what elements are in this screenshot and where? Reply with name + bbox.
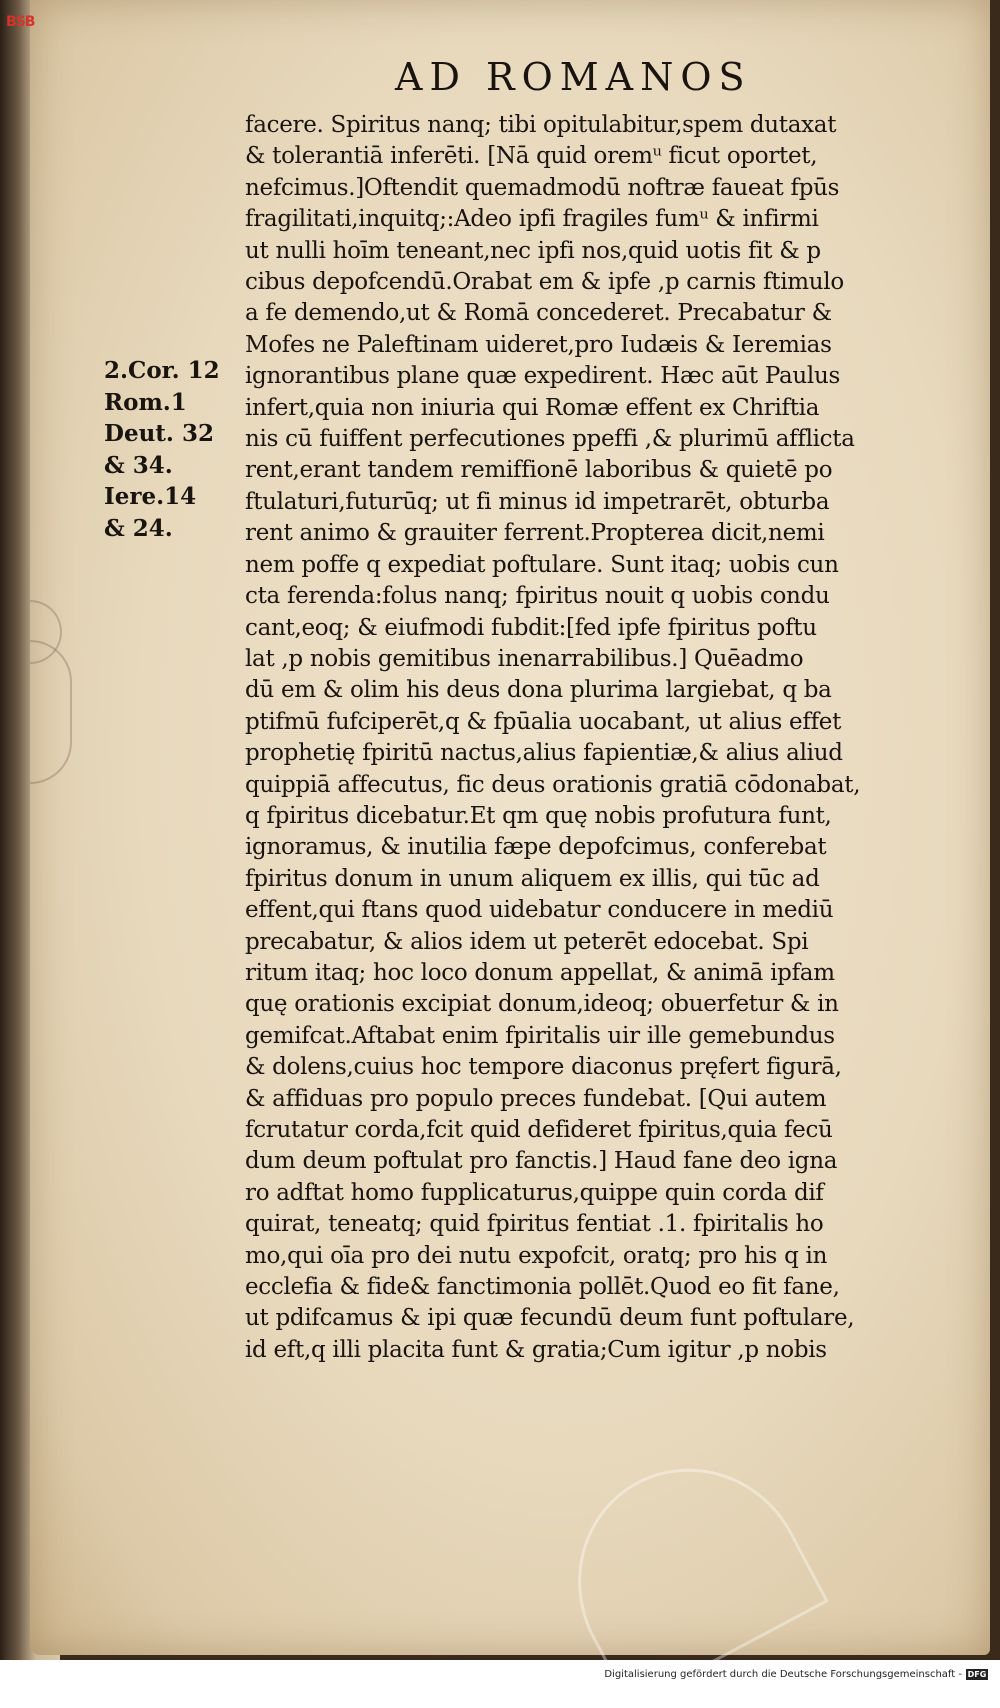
text-line: Mofes ne Paleftinam uideret,pro Iudæis & Ieremias [245, 331, 832, 358]
text-line: cta ferenda:folus nanq; fpiritus nouit q uobis condu [245, 583, 830, 610]
text-line: dū em & olim his deus dona plurima largiebat, q ba [245, 677, 832, 704]
library-stamp: BSB [6, 14, 35, 30]
text-line: ptifmū fufciperēt,q & fpūalia uocabant, ut alius effet [245, 708, 842, 735]
text-line: nis cū fuiffent perfecutiones ppeffi ,& plurimū afflicta [245, 426, 855, 453]
text-line: cibus depofcendū.Orabat em & ipfe ,p carnis ftimulo [245, 269, 844, 296]
digitization-footer [604, 1669, 988, 1680]
text-line: ut nulli hoīm teneant,nec ipfi nos,quid uotis fit & p [245, 237, 821, 264]
text-line: nefcimus.]Oftendit quemadmodū noftræ faueat fpūs [245, 174, 840, 201]
body-text [245, 110, 950, 1366]
marginal-reference: & 34. [104, 451, 173, 479]
text-line: ignoramus, & inutilia fæpe depofcimus, conferebat [245, 834, 827, 861]
text-line: facere. Spiritus nanq; tibi opitulabitur,spem dutaxat [245, 112, 837, 138]
text-line: & affiduas pro populo preces fundebat. [Qui autem [245, 1085, 827, 1112]
marginal-reference: & 24. [104, 514, 173, 542]
text-line: effent,qui ftans quod uidebatur conducere in mediū [245, 897, 834, 924]
running-head: AD ROMANOS [395, 55, 752, 99]
text-line: & tolerantiā inferēti. [Nā quid oremᵘ ficut oportet, [245, 143, 818, 170]
text-line: dum deum poftulat pro fanctis.] Haud fane deo igna [245, 1148, 838, 1175]
text-line: nem poffe q expediat poftulare. Sunt itaq; uobis cun [245, 551, 839, 578]
text-line: infert,quia non iniuria qui Romæ effent ex Chriftia [245, 394, 820, 421]
marginal-reference: Iere.14 [104, 483, 197, 510]
text-line: quippiā affecutus, fic deus orationis gratiā cōdonabat, [245, 771, 861, 798]
text-line: ftulaturi,futurūq; ut fi minus id impetrarēt, obturba [245, 488, 830, 515]
text-line: ro adftat homo fupplicaturus,quippe quin corda dif [245, 1179, 824, 1206]
text-line: fragilitati,inquitq;:Adeo ipfi fragiles fumᵘ & infirmi [245, 206, 819, 233]
marginal-reference: 2.Cor. 12 [104, 357, 220, 384]
dfg-logo-icon: DFG [967, 1670, 987, 1679]
text-line: ut pdifcamus & ipi quæ fecundū deum funt poftulare, [245, 1305, 855, 1332]
text-line: prophetię fpiritū nactus,alius fapientiæ,& alius aliud [245, 740, 843, 767]
text-line: lat ,p nobis gemitibus inenarrabilibus.] Quēadmo [245, 645, 804, 672]
text-line: precabatur, & alios idem ut peterēt edocebat. Spi [245, 928, 809, 955]
text-line: q fpiritus dicebatur.Et qm quę nobis profutura funt, [245, 802, 832, 829]
text-line: quę orationis excipiat donum,ideoq; obuerfetur & in [245, 991, 839, 1018]
marginal-reference: Deut. 32 [104, 420, 214, 447]
text-line: & dolens,cuius hoc tempore diaconus pręfert figurā, [245, 1054, 842, 1081]
text-line: fcrutatur corda,fcit quid defideret fpiritus,quia fecū [245, 1117, 833, 1143]
footer-credit: Digitalisierung gefördert durch die Deutsche Forschungsgemeinschaft - [604, 1669, 962, 1680]
text-line: id eft,q illi placita funt & gratia;Cum igitur ,p nobis [245, 1336, 827, 1363]
text-line: mo,qui oīa pro dei nutu expofcit, oratq; pro his q in [245, 1242, 828, 1269]
text-line: rent,erant tandem remiffionē laboribus & quietē po [245, 457, 833, 484]
marginal-references [104, 355, 224, 544]
text-line: fpiritus donum in unum aliquem ex illis, qui tūc ad [245, 865, 820, 892]
text-line: cant,eoq; & eiufmodi fubdit:[fed ipfe fpiritus poftu [245, 614, 817, 641]
text-line: quirat, teneatq; quid fpiritus fentiat .1. fpiritalis ho [245, 1211, 824, 1238]
marginal-reference: Rom.1 [104, 388, 187, 416]
text-line: gemifcat.Aftabat enim fpiritalis uir ille gemebundus [245, 1022, 835, 1049]
text-line: a fe demendo,ut & Romā concederet. Precabatur & [245, 300, 832, 327]
text-line: ignorantibus plane quæ expedirent. Hæc aūt Paulus [245, 363, 840, 390]
text-line: ecclefia & fide& fanctimonia pollēt.Quod eo fit fane, [245, 1274, 840, 1301]
text-line: ritum itaq; hoc loco donum appellat, & animā ipfam [245, 959, 835, 986]
text-line: rent animo & grauiter ferrent.Propterea dicit,nemi [245, 520, 825, 547]
